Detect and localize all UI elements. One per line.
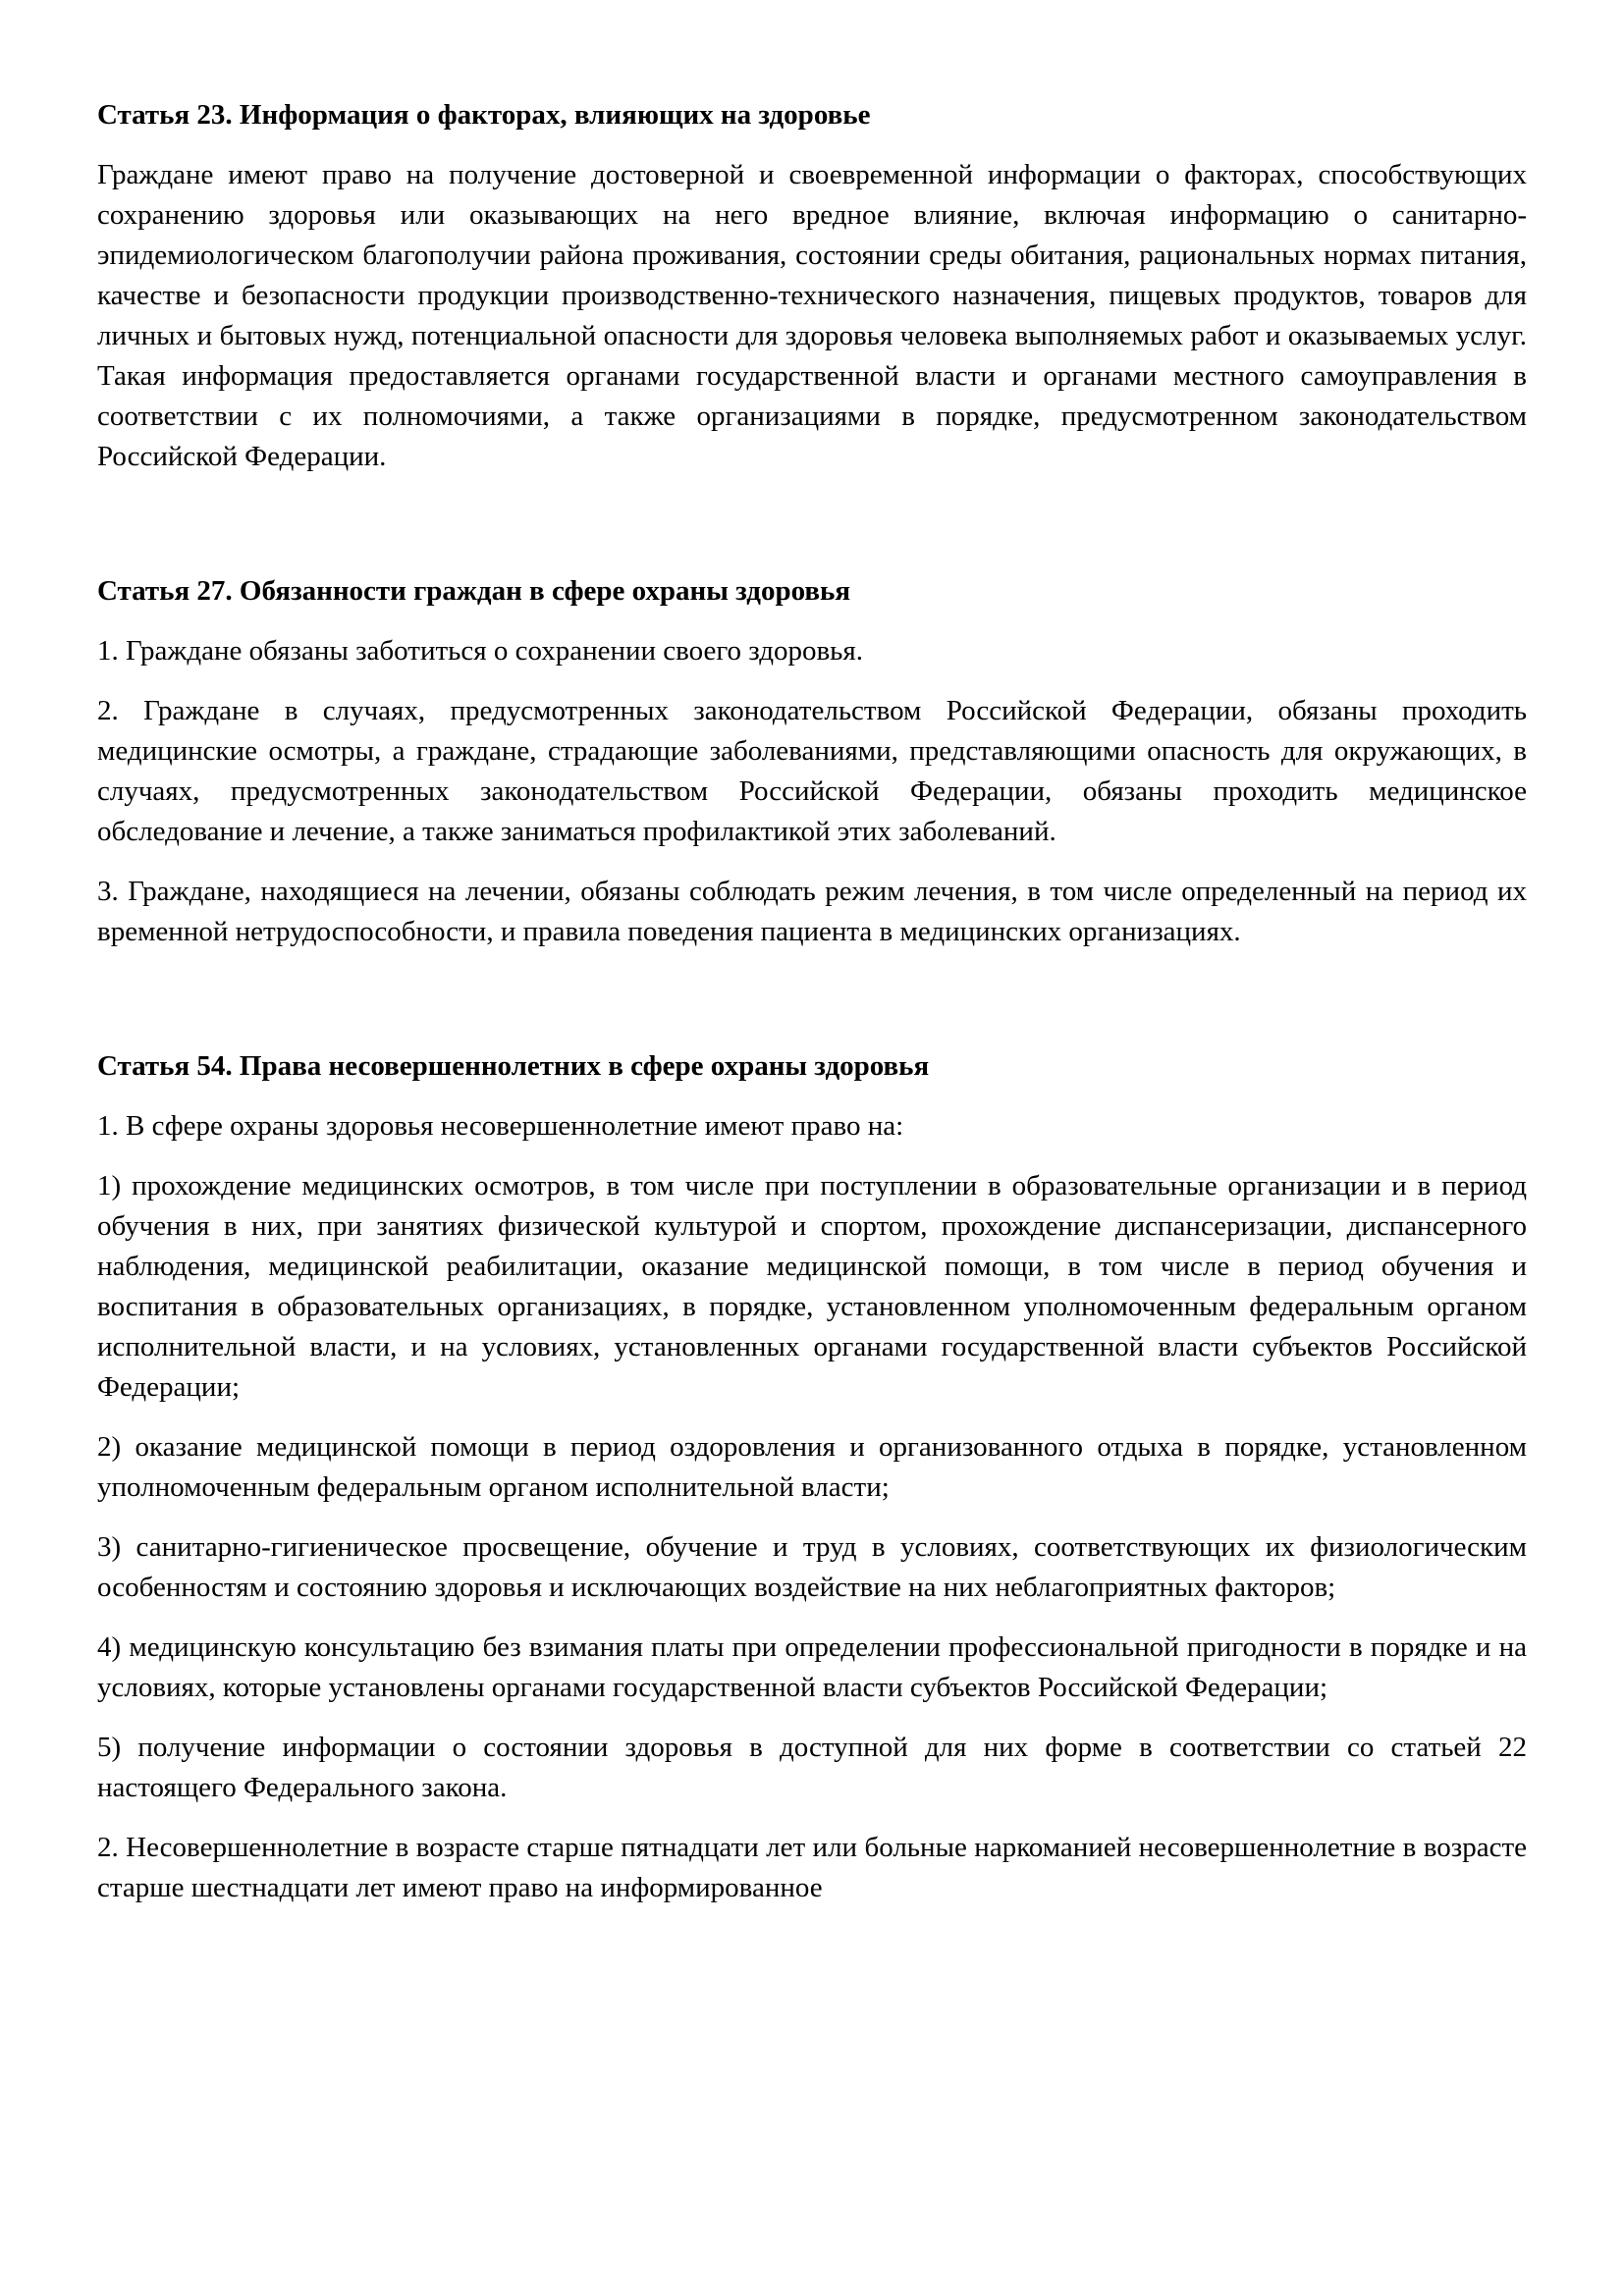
article-heading: Статья 54. Права несовершеннолетних в сфере охраны здоровья (97, 1050, 930, 1082)
article-paragraph: 3. Граждане, находящиеся на лечении, обязаны соблюдать режим лечения, в том числе определенный на период их временной нетрудоспособности, и правила поведения пациента в медицинских организациях. (97, 876, 1527, 947)
article-27 (97, 571, 1527, 952)
article-paragraph: Граждане имеют право на получение достоверной и своевременной информации о факторах, способствующих сохранению здоровья или оказывающих на него вредное влияние, включая информацию о санитарно-эпидемиологическом благополучии района проживания, состоянии среды обитания, рациональных нормах питания, качестве и безопасности продукции производственно-технического назначения, пищевых продуктов, товаров для личных и бытовых нужд, потенциальной опасности для здоровья человека выполняемых работ и оказываемых услуг. Такая информация предоставляется органами государственной власти и органами местного самоуправления в соответствии с их полномочиями, а также организациями в порядке, предусмотренном законодательством Российской Федерации. (97, 159, 1527, 472)
article-paragraph: 1. В сфере охраны здоровья несовершеннолетние имеют право на: (97, 1110, 904, 1142)
article-list-item: 4) медицинскую консультацию без взимания платы при определении профессиональной пригодности в порядке и на условиях, которые установлены органами государственной власти субъектов Российской Федерации; (97, 1631, 1527, 1703)
article-list-item: 5) получение информации о состоянии здоровья в доступной для них форме в соответствии со статьей 22 настоящего Федерального закона. (97, 1732, 1527, 1803)
article-heading: Статья 27. Обязанности граждан в сфере охраны здоровья (97, 575, 851, 607)
article-paragraph: 2. Граждане в случаях, предусмотренных законодательством Российской Федерации, обязаны проходить медицинские осмотры, а граждане, страдающие заболеваниями, представляющими опасность для окружающих, в случаях, предусмотренных законодательством Российской Федерации, обязаны проходить медицинское обследование и лечение, а также заниматься профилактикой этих заболеваний. (97, 695, 1527, 847)
article-list-item: 2) оказание медицинской помощи в период оздоровления и организованного отдыха в порядке, установленном уполномоченным федеральным органом исполнительной власти; (97, 1431, 1527, 1503)
article-list-item: 3) санитарно-гигиеническое просвещение, обучение и труд в условиях, соответствующих их физиологическим особенностям и состоянию здоровья и исключающих воздействие на них неблагоприятных факторов; (97, 1531, 1527, 1603)
article-23 (97, 95, 1527, 477)
article-list-item: 1) прохождение медицинских осмотров, в том числе при поступлении в образовательные организации и в период обучения в них, при занятиях физической культурой и спортом, прохождение диспансеризации, диспансерного наблюдения, медицинской реабилитации, оказание медицинской помощи, в том числе в период обучения и воспитания в образовательных организациях, в порядке, установленном уполномоченным федеральным органом исполнительной власти, и на условиях, установленных органами государственной власти субъектов Российской Федерации; (97, 1170, 1527, 1403)
article-paragraph: 1. Граждане обязаны заботиться о сохранении своего здоровья. (97, 635, 863, 667)
article-heading: Статья 23. Информация о факторах, влияющих на здоровье (97, 99, 871, 131)
article-54 (97, 1046, 1527, 1908)
article-paragraph: 2. Несовершеннолетние в возрасте старше пятнадцати лет или больные наркоманией несовершеннолетние в возрасте старше шестнадцати лет имеют право на информированное (97, 1832, 1527, 1903)
